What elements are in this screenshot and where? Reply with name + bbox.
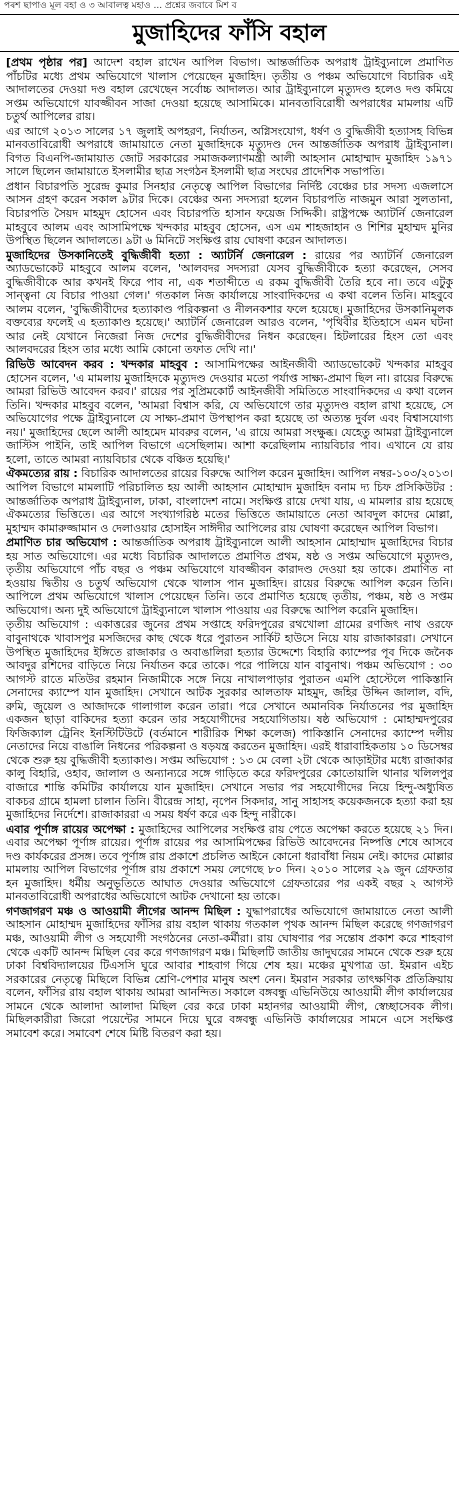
subheading: গণজাগরণ মঞ্চ ও আওয়ামী লীগের আনন্দ মিছিল : <box>6 904 241 918</box>
subheading: এবার পূর্ণাঙ্গ রায়ের অপেক্ষা : <box>6 822 135 836</box>
paragraph-text: এর আগে ২০১৩ সালের ১৭ জুলাই অপহরণ, নির্যাতন, অগ্নিসংযোগ, ধর্ষণ ও বুদ্ধিজীবী হত্যাসহ বিভিন্ন মানবতাবিরোধী অপরাধে জামায়াতে নেতা মুজাহিদকে মৃত্যুদণ্ড দেন আন্তর্জাতিক অপরাধ ট্রাইব্যুনাল। বিগত বিএনপি-জামায়াত জোট সরকারের সমাজকল্যাণমন্ত্রী আলী আহসান মোহাম্মাদ মুজাহিদ ১৯৭১ সালে ছিলেন জামায়াতে ইসলামীর ছাত্র সংগঠন ইসলামী ছাত্র সংঘের প্রাদেশিক সভাপতি। <box>6 124 453 179</box>
paragraph-text: বিচারিক আদালতের রায়ের বিরুদ্ধে আপিল করেন মুজাহিদ। আপিল নম্বর-১০৩/২০১৩। আপিল বিভাগে মামলাটি পরিচালিত হয় আলী আহসান মোহাম্মাদ মুজাহিদ বনাম দ্য চিফ প্রসিকিউটর : আন্তর্জাতিক অপরাধ ট্রাইব্যুনাল, ঢাকা, বাংলাদেশ নামে। সংক্ষিপ্ত রায়ে দেখা যায়, এ মামলার রায় হয়েছে ঐকমত্যের ভিত্তিতে। এর আগে সংখ্যাগরিষ্ঠ মতের ভিত্তিতে জামায়াতে নেতা আবদুল কাদের মোল্লা, মুহাম্মদ কামারুজ্জামান ও দেলাওয়ার হোসাইন সাঈদীর আপিলের রায় ঘোষণা করেছেন আপিল বিভাগ। <box>6 467 454 535</box>
paragraph-text: রায়ের পর অ্যাটর্নি জেনারেল অ্যাডভোকেট মাহবুবে আলম বলেন, 'আলবদর সদস্যরা যেসব বুদ্ধিজীবীকে হত্যা করেছেন, সেসব বুদ্ধিজীবীকে আর কখনই ফিরে পাব না, এক শতাব্দীতে এ রকম বুদ্ধিজীবী তৈরি হবে না। তবে এটুকু সান্ত্বনা যে বিচার পাওয়া গেল।' গতকাল নিজ কার্যালয়ে সাংবাদিকদের এ কথা বলেন তিনি। মাহবুবে আলম বলেন, 'বুদ্ধিজীবীদের হত্যাকাণ্ড পরিকল্পনা ও নীলনকশার ফলে হয়েছে। মুজাহিদের উসকানিমূলক বক্তব্যের ফলেই এ হত্যাকাণ্ড হয়েছে।' অ্যাটর্নি জেনারেল আরও বলেন, 'পৃথিবীর ইতিহাসে এমন ঘটনা আর নেই যেখানে নিজেরা নিজ দেশের বুদ্ধিজীবীদের নিধন করেছেন। হিটলারের হিংস তো এবং আলবদরের হিংস তার মধ্যে আমি কোনো তফাত দেখি না।' <box>6 248 454 357</box>
paragraph-text: আসামিপক্ষের আইনজীবী অ্যাডভোকেট খন্দকার মাহবুব হোসেন বলেন, 'এ মামলায় মুজাহিদকে মৃত্যুদণ্ড দেওয়ার মতো পর্যাপ্ত সাক্ষ্য-প্রমাণ ছিল না। রায়ের বিরুদ্ধে আমরা রিভিউ আবেদন করব।' রায়ের পর সুপ্রিমকোর্ট আইনজীবী সমিতিতে সাংবাদিকদের এ কথা বলেন তিনি। খন্দকার মাহবুব বলেন, 'আমরা বিশ্বাস করি, যে অভিযোগে তার মৃত্যুদণ্ড বহাল রাখা হয়েছে, সে অভিযোগের পক্ষে ট্রাইব্যুনালে যে সাক্ষ্য-প্রমাণ উপস্থাপন করা হয়েছে তা অত্যন্ত দুর্বল এবং বিশ্বাসযোগ্য নয়।' মুজাহিদের ছেলে আলী আহমেদ মাবরুর বলেন, 'এ রায়ে আমরা সংক্ষুব্ধ। যেহেতু আমরা ট্রাইব্যুনালে জাস্টিস পাইনি, তাই আপিল বিভাগে এসেছিলাম। আশা করেছিলাম ন্যায়বিচার পাব। এখানে যে রায় হলো, তাতে আমরা ন্যায়বিচার থেকে বঞ্চিত হয়েছি।' <box>6 358 453 466</box>
paragraph <box>6 56 453 124</box>
paragraph-text: মুজাহিদের আপিলের সংক্ষিপ্ত রায় পেতে অপেক্ষা করতে হয়েছে ২১ দিন। এবার অপেক্ষা পূর্ণাঙ্গ রায়ের। পূর্ণাঙ্গ রায়ের পর আসামিপক্ষের রিভিউ আবেদনের নিষ্পত্তি শেষে আসবে দণ্ড কার্যকরের প্রসঙ্গ। তবে পূর্ণাঙ্গ রায় প্রকাশে প্রচলিত আইনে কোনো ধরাবাঁধা নিয়ম নেই। কাদের মোল্লার মামলায় আপিল বিভাগের পূর্ণাঙ্গ রায় প্রকাশে সময় লেগেছে ৮০ দিন। ২০১০ সালের ২৯ জুন গ্রেফতার হন মুজাহিদ। ধর্মীয় অনুভূতিতে আঘাত দেওয়ার অভিযোগে গ্রেফতারের পর একই বছর ২ আগস্ট মানবতাবিরোধী অপরাধের অভিযোগে আটক দেখানো হয় তাকে। <box>6 822 453 904</box>
paragraph <box>6 249 453 357</box>
paragraph <box>6 823 453 904</box>
subheading: প্রমাণিত চার অভিযোগ : <box>6 536 118 550</box>
subheading: মুজাহিদের উসকানিতেই বুদ্ধিজীবী হত্যা : অ্যাটর্নি জেনারেল : <box>6 248 307 262</box>
paragraph-text: প্রধান বিচারপতি সুরেন্দ্র কুমার সিনহার নেতৃত্বে আপিল বিভাগের নির্দিষ্ট বেঞ্চের চার সদস্য এজলাসে আসন গ্রহণ করেন সকাল ৯টার দিকে। বেঞ্চের অন্য সদস্যরা হলেন বিচারপতি নাজমুন আরা সুলতানা, বিচারপতি সৈয়দ মাহমুদ হোসেন এবং বিচারপতি হাসান ফয়েজ সিদ্দিকী। রাষ্ট্রপক্ষে অ্যাটর্নি জেনারেল মাহবুবে আলম এবং আসামিপক্ষে খন্দকার মাহবুব হোসেন, এস এম শাহজাহান ও শিশির মুহাম্মদ মুনির উপস্থিত ছিলেন আদালতে। ৯টা ৬ মিনিটে সংক্ষিপ্ত রায় ঘোষণা করেন আদালত। <box>6 179 453 248</box>
article-body <box>0 56 459 1040</box>
paragraph <box>6 536 453 617</box>
paragraph-text: আন্তর্জাতিক অপরাধ ট্রাইব্যুনালে আলী আহসান মোহাম্মাদ মুজাহিদের বিচার হয় সাত অভিযোগে। এর মধ্যে বিচারিক আদালতে প্রমাণিত প্রথম, ষষ্ঠ ও সপ্তম অভিযোগে মৃত্যুদণ্ড, তৃতীয় অভিযোগে পাঁচ বছর ও পঞ্চম অভিযোগে যাবজ্জীবন কারাদণ্ড দেওয়া হয় তাকে। প্রমাণিত না হওয়ায় দ্বিতীয় ও চতুর্থ অভিযোগ থেকে খালাস পান মুজাহিদ। রায়ের বিরুদ্ধে আপিল করেন তিনি। আপিলে প্রথম অভিযোগে খালাস পেয়েছেন তিনি। তবে প্রমাণিত হয়েছে তৃতীয়, পঞ্চম, ষষ্ঠ ও সপ্তম অভিযোগ। অন্য দুই অভিযোগে ট্রাইব্যুনালে খালাস পাওয়ায় এর বিরুদ্ধে আপিল করেনি মুজাহিদ। <box>6 536 453 617</box>
subheading: রিভিউ আবেদন করব : খন্দকার মাহবুব : <box>6 358 199 372</box>
top-strip: পৰশ ছাপাও মূল বহা ও ৩ আবালত্ব মহাও ... প্রশ্নের জবাবে মিশ ব <box>0 0 459 15</box>
paragraph-text: তৃতীয় অভিযোগ : একাত্তরের জুনের প্রথম সপ্তাহে ফরিদপুরের রথখোলা গ্রামের রণজিৎ নাথ ওরফে বাবুনাথকে খাবাসপুর মসজিদের কাছ থেকে ধরে পুরাতন সার্কিট হাউসে নিয়ে যায় রাজাকাররা। সেখানে উপস্থিত মুজাহিদের ইঙ্গিতে রাজাকার ও অবাঙালিরা হত্যার উদ্দেশ্যে বিহারি ক্যাম্পের পূব দিকে জনৈক আবদুর রশিদের বাড়িতে নিয়ে নির্যাতন করে তাকে। পরে পালিয়ে যান বাবুনাথ। পঞ্চম অভিযোগ : ৩০ আগস্ট রাতে মতিউর রহমান নিজামীকে সঙ্গে নিয়ে নাখালপাড়ার পুরাতন এমপি হোস্টেলে পাকিস্তানি সেনাদের ক্যাম্পে যান মুজাহিদ। সেখানে আটক সুরকার আলতাফ মাহমুদ, জহির উদ্দিন জালাল, বদি, রুমি, জুয়েল ও আজাদকে গালাগাল করেন তারা। পরে সেখানে অমানবিক নির্যাতনের পর মুজাহিদ একজন ছাড়া বাকিদের হত্যা করেন তার সহযোগীদের সহযোগিতায়। ষষ্ঠ অভিযোগ : মোহাম্মদপুরের ফিজিক্যাল ট্রেনিং ইনস্টিটিউটে (বর্তমানে শারীরিক শিক্ষা কলেজ) পাকিস্তানি সেনাদের ক্যাম্পে দলীয় নেতাদের নিয়ে বাঙালি নিধনের পরিকল্পনা ও ষড়যন্ত্র করতেন মুজাহিদ। এরই ধারাবাহিকতায় ১০ ডিসেম্বর থেকে শুরু হয় বুদ্ধিজীবী হত্যাকাণ্ড। সপ্তম অভিযোগ : ১৩ মে বেলা ২টা থেকে আড়াইটার মধ্যে রাজাকার কালু বিহারি, ওহাব, জালাল ও অন্যান্যরে সঙ্গে গাড়িতে করে ফরিদপুরের কোতোয়ালি থানার খলিলপুর বাজারে শান্তি কমিটির কার্যালয়ে যান মুজাহিদ। সেখানে সভার পর সহযোগীদের নিয়ে হিন্দু-অধ্যুষিত বাকচর গ্রামে হামলা চালান তিনি। বীরেন্দ্র সাহা, নৃপেন সিকদার, সানু সাহাসহ কয়েকজনকে হত্যা করা হয় মুজাহিদের নির্দেশে। রাজাকাররা এ সময় ধর্ষণ করে এক হিন্দু নারীকে। <box>6 618 453 822</box>
paragraph-text: যুদ্ধাপরাধের অভিযোগে জামায়াতে নেতা আলী আহসান মোহাম্মদ মুজাহিদের ফাঁসির রায় বহাল থাকায় গতকাল পৃথক আনন্দ মিছিল করেছে গণজাগরণ মঞ্চ, আওয়ামী লীগ ও সহযোগী সংগঠনের নেতা-কর্মীরা। রায় ঘোষণার পর সন্তোষ প্রকাশ করে শাহবাগ থেকে একটি আনন্দ মিছিল বের করে গণজাগরণ মঞ্চ। মিছিলটি জাতীয় জাদুঘরের সামনে থেকে শুরু হয়ে ঢাকা বিশ্ববিদ্যালয়ের টিএসসি ঘুরে আবার শাহবাগ গিয়ে শেষ হয়। মঞ্চের মুখপাত্র ডা. ইমরান এইচ সরকারের নেতৃত্বে মিছিলে বিভিন্ন শ্রেণি-পেশার মানুষ অংশ নেন। ইমরান সরকার তাৎক্ষণিক প্রতিক্রিয়ায় বলেন, ফাঁসির রায় বহাল থাকায় আমরা আনন্দিত। সকালে বঙ্গবন্ধু এভিনিউয়ে আওয়ামী লীগ কার্যালয়ের সামনে থেকে আলাদা আলাদা মিছিল বের করে ঢাকা মহানগর আওয়ামী লীগ, স্বেচ্ছাসেবক লীগ। মিছিলকারীরা জিরো পয়েন্টের সামনে দিয়ে ঘুরে বঙ্গবন্ধু এভিনিউ কার্যালয়ের সামনে এসে সংক্ষিপ্ত সমাবেশ করে। সমাবেশ শেষে মিষ্টি বিতরণ করা হয়। <box>6 904 453 1040</box>
paragraph <box>6 905 453 1040</box>
subheading: ঐকমত্যের রায় : <box>6 467 78 481</box>
paragraph <box>6 467 453 535</box>
paragraph <box>6 618 453 821</box>
paragraph <box>6 180 453 248</box>
paragraph <box>6 125 453 179</box>
headline: মুজাহিদের ফাঁসি বহাল <box>0 21 459 52</box>
paragraph-tag: [প্রথম পৃষ্ঠার পর] <box>6 56 88 69</box>
paragraph-text: আদেশ বহাল রাখেন আপিল বিভাগ। আন্তর্জাতিক অপরাধ ট্রাইব্যুনালে প্রমাণিত পাঁচটির মধ্যে প্রথম অভিযোগে খালাস পেয়েছেন মুজাহিদ। তৃতীয় ও পঞ্চম অভিযোগে বিচারিক এই আদালতের দেওয়া দণ্ড বহাল রেখেছেন সর্বোচ্চ আদালত। আর ট্রাইব্যুনালে মৃত্যুদণ্ড হলেও দণ্ড কমিয়ে সপ্তম অভিযোগে যাবজ্জীবন সাজা দেওয়া হয়েছে আসামিকে। মানবতাবিরোধী অপরাধের মামলায় এটি চতুর্থ আপিলের রায়। <box>6 56 453 124</box>
paragraph <box>6 358 453 466</box>
